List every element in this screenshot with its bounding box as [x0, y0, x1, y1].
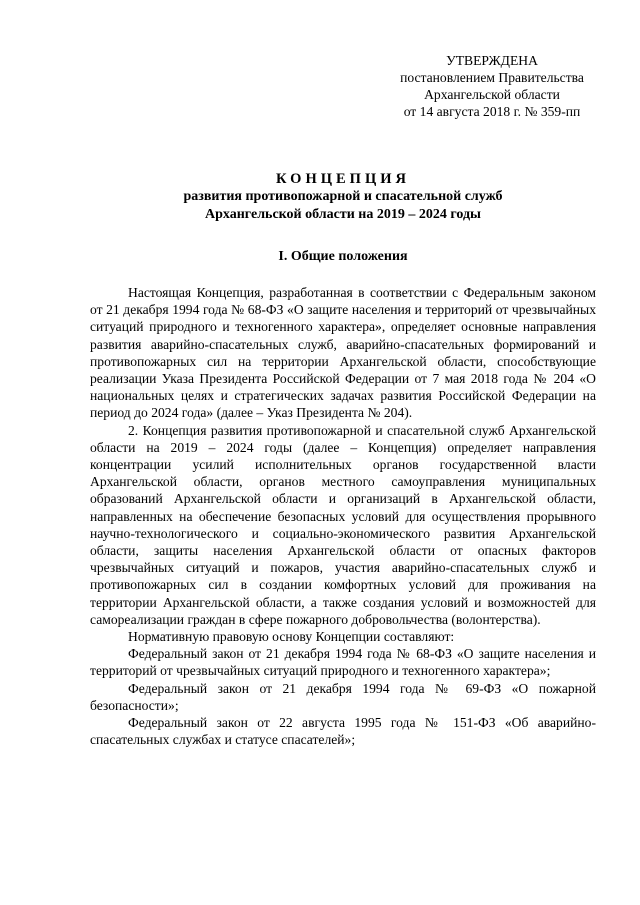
approval-region: Архангельской области — [424, 87, 560, 102]
approval-stamp — [368, 52, 616, 120]
document-body — [90, 284, 596, 748]
title-main: КОНЦЕПЦИЯ — [276, 171, 410, 187]
section-heading: I. Общие положения — [278, 249, 408, 264]
paragraph-1: Настоящая Концепция, разработанная в соответствии с Федеральным законом от 21 декабря 1994 года № 68-ФЗ «О защите населения и территорий от чрезвычайных ситуаций природного и техногенного характера», определяет основные направления развития аварийно-спасательных служб, аварийно-спасательных формирований и противопожарных сил на территории Архангельской области, способствующие реализации Указа Президента Российской Федерации от 7 мая 2018 года № 204 «О национальных целях и стратегических задачах развития Российской Федерации на период до 2024 года» (далее – Указ Президента № 204). — [90, 285, 596, 421]
title-subtitle-line-1: развития противопожарной и спасательной служб — [183, 189, 503, 204]
paragraph-legal-basis: Нормативную правовую основу Концепции составляют: — [128, 629, 455, 645]
paragraph-2: 2. Концепция развития противопожарной и спасательной служб Архангельской области на 2019 – 2024 годы (далее – Концепция) определяет направления концентрации усилий исполнительных органов государственной власти Архангельской области, органов местного самоуправления муниципальных образований Архангельской области и организаций в Архангельской области, направленных на обеспечение безопасных условий для осуществления прорывного научно-технологического и социально-экономического развития Архангельской области, защиты населения Архангельской области от опасных факторов чрезвычайных ситуаций и пожаров, участия аварийно-спасательных служб и противопожарных сил в создании комфортных условий для проживания на территории Архангельской области, а также создания условий и возможностей для самореализации граждан в сфере пожарного добровольчества (волонтерства). — [90, 422, 596, 627]
approval-issuer: постановлением Правительства — [400, 70, 584, 85]
approval-date-number: от 14 августа 2018 г. № 359-пп — [403, 104, 581, 119]
paragraph-law-69: Федеральный закон от 21 декабря 1994 года № 69-ФЗ «О пожарной безопасности»; — [90, 680, 596, 713]
title-subtitle-line-2: Архангельской области на 2019 – 2024 годы — [205, 207, 481, 222]
approval-status: УТВЕРЖДЕНА — [446, 53, 538, 68]
paragraph-law-68: Федеральный закон от 21 декабря 1994 года № 68-ФЗ «О защите населения и территорий от чрезвычайных ситуаций природного и техногенного характера»; — [90, 646, 596, 679]
paragraph-law-151: Федеральный закон от 22 августа 1995 года № 151-ФЗ «Об аварийно-спасательных службах и статусе спасателей»; — [90, 715, 596, 748]
document-title — [90, 170, 596, 224]
